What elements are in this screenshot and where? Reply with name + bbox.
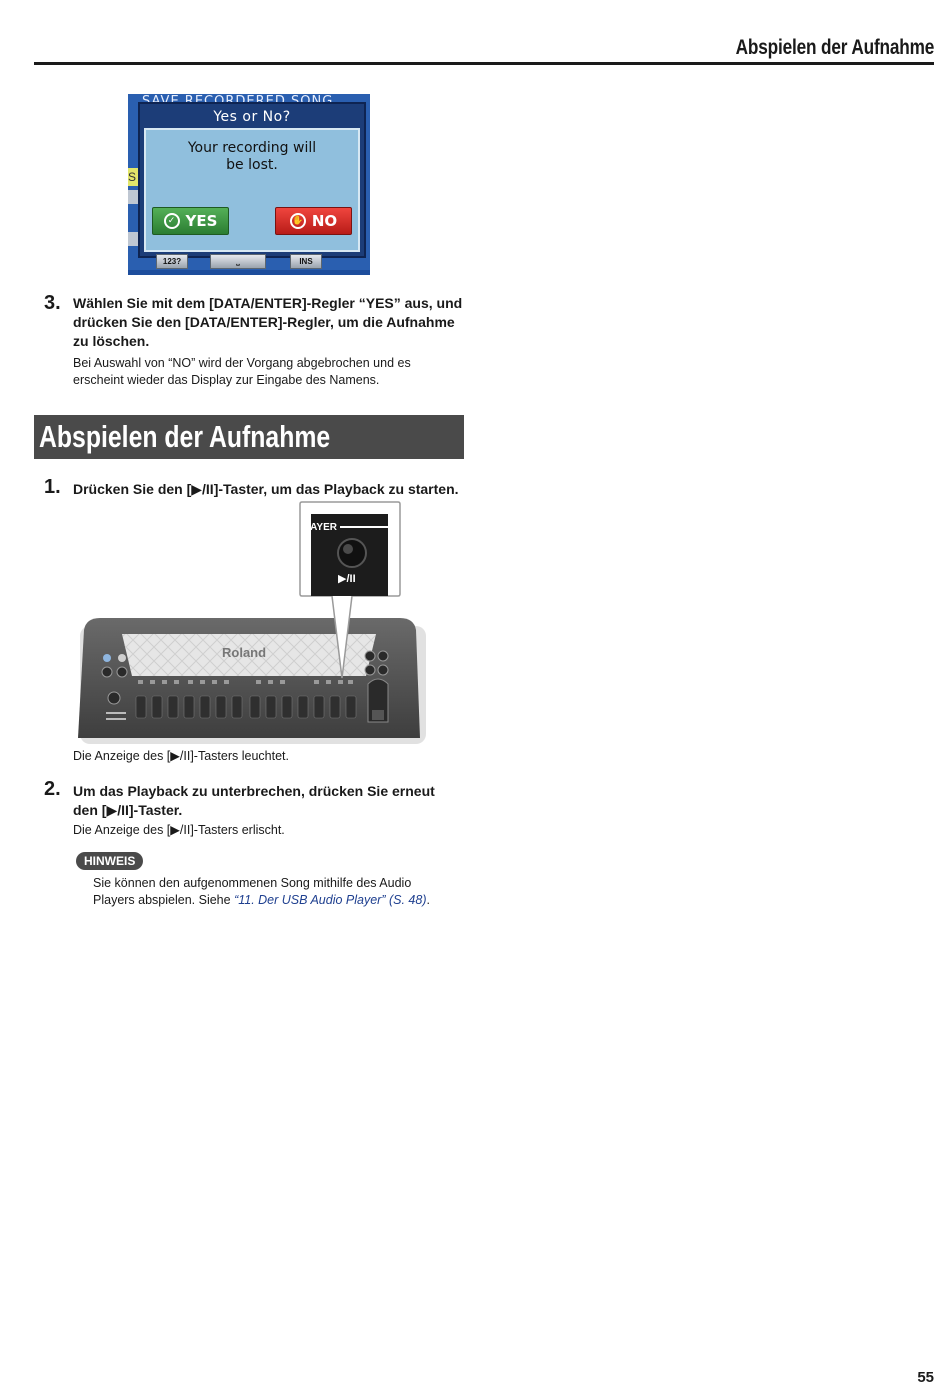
dialog-message-line: Your recording will <box>187 140 317 156</box>
accordion-illustration <box>70 500 430 748</box>
section-heading-text: Abspielen der Aufnahme <box>39 419 331 454</box>
step-line: den [▶/II]-Taster. <box>73 802 183 818</box>
confirm-dialog <box>138 102 366 258</box>
space-key-button[interactable]: ⎵ <box>210 254 266 269</box>
play-pause-symbol: ▶/II <box>338 573 356 585</box>
dialog-message <box>146 140 358 174</box>
step-1-caption: Die Anzeige des [▶/II]-Tasters leuchtet. <box>73 749 289 763</box>
hinweis-text <box>93 875 430 909</box>
screen-bottom-stripe <box>128 270 370 275</box>
step-number: 2. <box>44 778 61 800</box>
key-123-button[interactable]: 123? <box>156 254 188 269</box>
running-header-title: Abspielen der Aufnahme <box>735 36 934 59</box>
hinweis-line-prefix: Players abspielen. Siehe <box>93 893 235 907</box>
section-heading <box>34 415 464 459</box>
step-instruction: Drücken Sie den [▶/II]-Taster, um das Playback zu starten. <box>73 481 459 497</box>
dialog-title: Yes or No? <box>213 109 291 125</box>
hinweis-badge: HINWEIS <box>76 852 143 870</box>
no-button-label: NO <box>311 212 338 230</box>
dialog-body <box>144 128 360 252</box>
callout-label: LAYER <box>304 522 337 533</box>
check-icon: ✓ <box>164 213 180 229</box>
step-3-note <box>73 355 411 389</box>
screen-side-button <box>128 232 138 246</box>
cross-reference-link[interactable]: “11. Der USB Audio Player” (S. 48) <box>234 893 427 907</box>
step-instruction <box>73 782 493 820</box>
step-line: Wählen Sie mit dem [DATA/ENTER]-Regler “YES” aus, und <box>73 295 463 311</box>
hand-icon: ✋ <box>290 213 306 229</box>
page-number: 55 <box>917 1369 934 1386</box>
key-ins-button[interactable]: INS <box>290 254 322 269</box>
note-line: erscheint wieder das Display zur Eingabe des Namens. <box>73 373 380 387</box>
save-dialog-screenshot <box>128 94 370 275</box>
screen-side-letter: S <box>128 170 137 184</box>
step-number: 1. <box>44 476 61 498</box>
note-line: Bei Auswahl von “NO” wird der Vorgang abgebrochen und es <box>73 356 411 370</box>
hinweis-line-suffix: . <box>426 893 430 907</box>
step-line: drücken Sie den [DATA/ENTER]-Regler, um die Aufnahme <box>73 314 455 330</box>
hinweis-line: Sie können den aufgenommenen Song mithilfe des Audio <box>93 876 412 890</box>
step-line: Um das Playback zu unterbrechen, drücken Sie erneut <box>73 783 435 799</box>
screen-key-bar <box>128 252 370 268</box>
hinweis-line <box>93 892 430 909</box>
yes-button[interactable] <box>152 207 229 235</box>
yes-button-label: YES <box>185 212 218 230</box>
step-instruction <box>73 294 493 351</box>
no-button[interactable] <box>275 207 352 235</box>
dialog-message-line: be lost. <box>226 157 278 173</box>
step-line: zu löschen. <box>73 333 150 349</box>
brand-logo: Roland <box>222 645 267 660</box>
step-number: 3. <box>44 292 61 314</box>
header-rule <box>34 62 934 65</box>
step-2-note: Die Anzeige des [▶/II]-Tasters erlischt. <box>73 823 285 837</box>
screen-side-button <box>128 190 138 204</box>
